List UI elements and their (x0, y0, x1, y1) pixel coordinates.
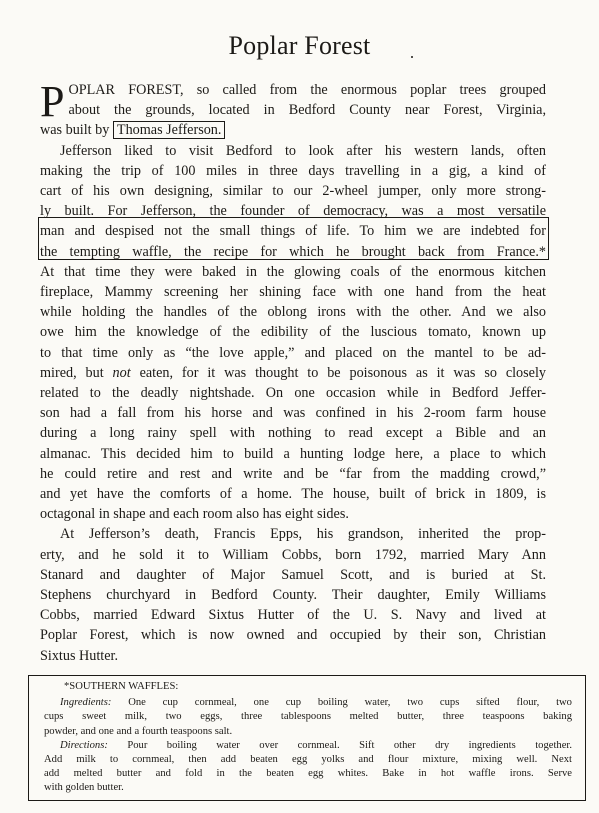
text-line: related to the deadly nightshade. On one occasion while in Bedford Jeffer- (40, 385, 546, 402)
drop-cap: P (40, 77, 65, 126)
text-fragment: mired, but (40, 364, 104, 381)
text-line: about the grounds, located in Bedford County near Forest, Virginia, (68, 102, 546, 119)
recipe-line: powder, and one and a fourth teaspoons salt. (44, 725, 233, 737)
text-line: Poplar Forest, which is now owned and occupied by their son, Christian (40, 627, 546, 644)
recipe-heading: *SOUTHERN WAFFLES: (64, 681, 179, 692)
recipe-line: add melted butter and fold in the beaten egg whites. Bake in hot waffle irons. Serve (44, 768, 572, 780)
text-line: cart of his own designing, similar to our 2-wheel jumper, only more strong- (40, 183, 546, 200)
italic-word: not (112, 364, 131, 381)
text-line: almanac. This decided him to build a hunting lodge here, a place to which (40, 445, 546, 462)
text-line: owe him the knowledge of the edibility of the luscious tomato, known up (40, 324, 546, 341)
recipe-line: Add milk to cornmeal, then add beaten egg yolks and flour mixture, mixing well. Next (44, 754, 572, 766)
text-line: Sixtus Hutter. (40, 647, 119, 664)
text-fragment: was built by (40, 122, 110, 139)
text-line: At that time they were baked in the glowing coals of the enormous kitchen (40, 263, 546, 280)
page-title: Poplar Forest (228, 31, 371, 60)
text-line: Jefferson liked to visit Bedford to look after his western lands, often (60, 142, 546, 159)
text-line: Cobbs, married Edward Sixtus Hutter of the U. S. Navy and lived at (40, 607, 546, 624)
text-line: son had a fall from his horse and was confined in his 2-room farm house (40, 405, 546, 422)
ingredients-label: Ingredients: (60, 697, 112, 709)
recipe-line: cups sweet milk, two eggs, three tablespoons melted butter, three teaspoons baking (44, 711, 572, 723)
text-line: Stanard and daughter of Major Samuel Scott, and is buried at St. (40, 566, 546, 583)
recipe-line: with golden butter. (44, 782, 124, 794)
text-fragment: One cup cornmeal, one cup boiling water, two cups sifted flour, two (128, 697, 572, 709)
text-line: ly built. For Jefferson, the founder of democracy, was a most versatile (40, 203, 546, 220)
text-line: while holding the handles of the oblong irons with the other. And we also (40, 304, 546, 321)
highlighted-name: Thomas Jefferson. (113, 121, 226, 139)
text-line: Stephens churchyard in Bedford County. Their daughter, Emily Williams (40, 587, 546, 604)
text-fragment: eaten, for it was thought to be poisonous as it was so closely (139, 364, 547, 381)
page-speck (411, 56, 413, 58)
article-body (40, 77, 547, 666)
recipe-line (44, 739, 572, 753)
text-line: the tempting waffle, the recipe for which he brought back from France.* (40, 243, 546, 260)
text-line: erty, and he sold it to William Cobbs, born 1792, married Mary Ann (40, 546, 546, 563)
recipe-line (44, 696, 572, 710)
text-fragment: Pour boiling water over cornmeal. Sift other dry ingredients together. (127, 739, 572, 751)
text-line: octagonal in shape and each room also has eight sides. (40, 506, 349, 523)
text-line: fireplace, Mammy screening her shining face with one hand from the heat (40, 284, 546, 301)
text-line: and yet have the comforts of a home. The house, built of brick in 1809, is (40, 486, 546, 503)
text-line: he could retire and rest and write and be “far from the madding crowd,” (40, 465, 546, 482)
text-line (40, 363, 546, 383)
text-line: man and despised not the small things of life. To him we are indebted for (40, 223, 546, 240)
text-line (40, 120, 546, 140)
text-line: OPLAR FOREST, so called from the enormous poplar trees grouped (68, 82, 546, 98)
text-line: making the trip of 100 miles in three days travelling in a gig, a kind of (40, 162, 546, 179)
text-line: during a long rainy spell with nothing to read except a Bible and an (40, 425, 546, 442)
recipe-text (44, 680, 572, 796)
directions-label: Directions: (60, 739, 108, 751)
text-line: At Jefferson’s death, Francis Epps, his grandson, inherited the prop- (60, 526, 546, 543)
text-line: to that time only as “the love apple,” and placed on the mantel to be ad- (40, 344, 546, 361)
